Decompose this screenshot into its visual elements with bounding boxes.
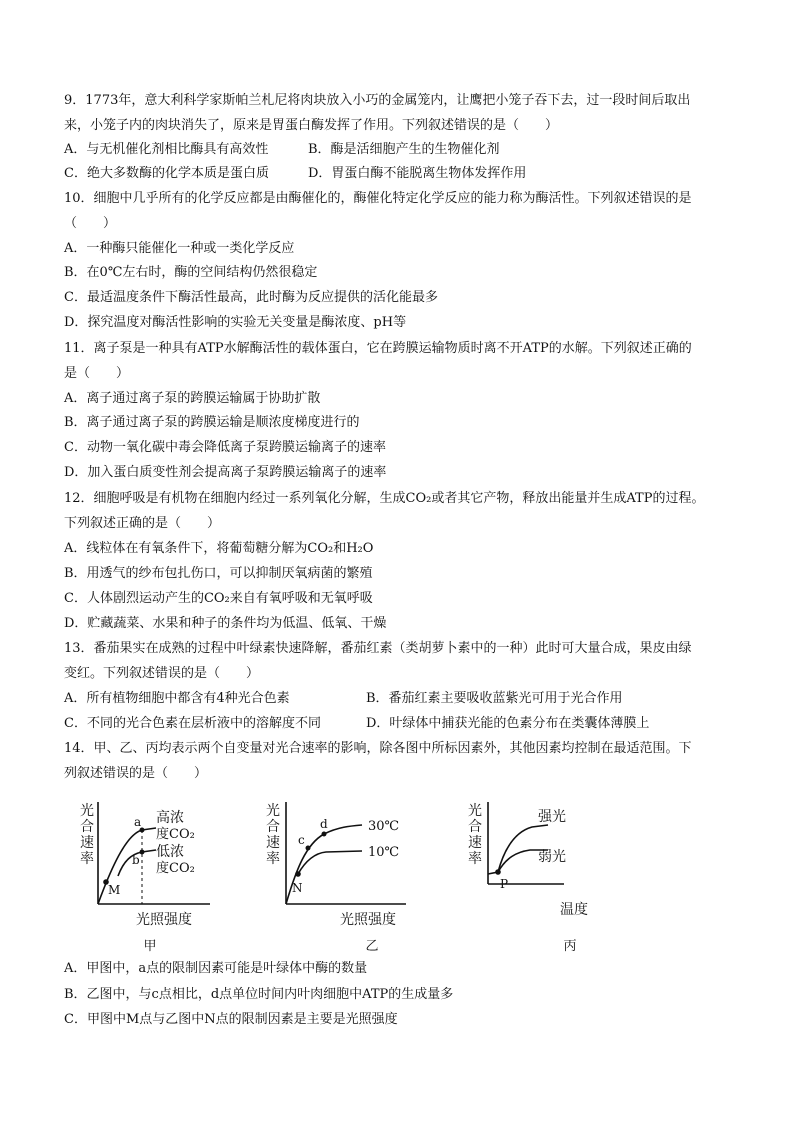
yi-legend-30c: 30℃ <box>368 819 400 834</box>
yi-ylabel-2: 合 <box>266 819 280 835</box>
figure-bing-svg <box>468 800 598 930</box>
bing-legend-weak: 弱光 <box>538 849 566 865</box>
yi-ylabel-4: 率 <box>266 851 280 867</box>
yi-point-c <box>306 846 311 851</box>
jia-legend-low-1: 低浓 <box>156 844 184 860</box>
jia-legend-high-1: 高浓 <box>156 810 184 826</box>
figure-yi-svg <box>266 800 416 930</box>
yi-point-d <box>322 832 327 837</box>
q9-option-d: D．胃蛋白酶不能脱离生物体发挥作用 <box>308 166 527 181</box>
jia-ylabel-2: 合 <box>80 819 94 835</box>
yi-ylabel-3: 速 <box>266 835 280 851</box>
q11-option-c: C．动物一氧化碳中毒会降低离子泵跨膜运输离子的速率 <box>64 440 386 455</box>
jia-label-m: M <box>108 883 121 897</box>
q14-option-a: A．甲图中，a点的限制因素可能是叶绿体中酶的数量 <box>64 961 368 976</box>
q10-option-d: D．探究温度对酶活性影响的实验无关变量是酶浓度、pH等 <box>64 315 407 330</box>
q12-option-a: A．线粒体在有氧条件下，将葡萄糖分解为CO₂和H₂O <box>64 541 374 556</box>
yi-label-c: c <box>298 833 305 847</box>
q9-option-b: B．酶是活细胞产生的生物催化剂 <box>308 142 500 157</box>
q13-option-c: C．不同的光合色素在层析液中的溶解度不同 <box>64 716 321 731</box>
q9-stem-line1: 9．1773年，意大利科学家斯帕兰札尼将肉块放入小巧的金属笼内，让鹰把小笼子吞下去，过一段时间后取出 <box>64 93 691 108</box>
q12-option-c: C．人体剧烈运动产生的CO₂来自有氧呼吸和无氧呼吸 <box>64 591 373 606</box>
yi-point-n <box>295 871 301 877</box>
yi-label-d: d <box>320 817 328 831</box>
yi-ylabel-1: 光 <box>266 803 280 819</box>
q9-stem-line2: 来，小笼子内的肉块消失了，原来是胃蛋白酶发挥了作用。下列叙述错误的是（ ） <box>64 118 559 133</box>
q12-option-d: D．贮藏蔬菜、水果和种子的条件均为低温、低氧、干燥 <box>64 616 387 631</box>
jia-legend-high-2: 度CO₂ <box>156 827 195 842</box>
q14-stem-line2: 列叙述错误的是（ ） <box>64 766 208 781</box>
bing-label-p: P <box>500 877 509 891</box>
q13-stem-line2: 变红。下列叙述错误的是（ ） <box>64 666 260 681</box>
q11-option-a: A．离子通过离子泵的跨膜运输属于协助扩散 <box>64 391 321 406</box>
yi-xlabel: 光照强度 <box>340 912 396 928</box>
q10-option-a: A．一种酶只能催化一种或一类化学反应 <box>64 241 295 256</box>
jia-legend-low-2: 度CO₂ <box>156 861 195 876</box>
yi-legend-10c: 10℃ <box>368 845 400 860</box>
bing-xlabel: 温度 <box>560 902 588 918</box>
q12-stem-line1: 12．细胞呼吸是有机物在细胞内经过一系列氧化分解，生成CO₂或者其它产物，释放出能量并生成ATP的过程。 <box>64 491 705 506</box>
bing-ylabel-3: 速 <box>468 835 482 851</box>
q13-option-b: B．番茄红素主要吸收蓝紫光可用于光合作用 <box>366 691 623 706</box>
jia-xlabel: 光照强度 <box>136 912 192 928</box>
jia-ylabel-1: 光 <box>80 803 94 819</box>
bing-ylabel-1: 光 <box>468 803 482 819</box>
q9-option-a: A．与无机催化剂相比酶具有高效性 <box>64 142 269 157</box>
figure-bing <box>468 800 598 930</box>
bing-ylabel-2: 合 <box>468 819 482 835</box>
bing-legend-strong: 强光 <box>538 809 566 825</box>
q12-stem-line2: 下列叙述正确的是（ ） <box>64 516 221 531</box>
yi-label-n: N <box>292 881 303 895</box>
q10-stem-line1: 10．细胞中几乎所有的化学反应都是由酶催化的，酶催化特定化学反应的能力称为酶活性。下列叙述错误的是 <box>64 191 692 206</box>
figure-yi-caption: 乙 <box>365 939 379 954</box>
yi-curve-10c <box>298 851 362 874</box>
q14-option-b: B．乙图中，与c点相比，d点单位时间内叶肉细胞中ATP的生成量多 <box>64 987 454 1002</box>
jia-point-b <box>140 850 145 855</box>
q11-option-b: B．离子通过离子泵的跨膜运输是顺浓度梯度进行的 <box>64 415 360 430</box>
q14-option-c: C．甲图中M点与乙图中N点的限制因素是主要是光照强度 <box>64 1012 398 1027</box>
q11-stem-line1: 11．离子泵是一种具有ATP水解酶活性的载体蛋白，它在跨膜运输物质时离不开ATP的水解。下列叙述正确的 <box>64 341 692 356</box>
jia-label-a: a <box>134 815 142 829</box>
figure-jia-svg <box>74 800 214 930</box>
q13-option-a: A．所有植物细胞中都含有4种光合色素 <box>64 691 290 706</box>
figure-yi <box>266 800 416 930</box>
q10-option-c: C．最适温度条件下酶活性最高，此时酶为反应提供的活化能最多 <box>64 290 438 305</box>
q10-option-b: B．在0℃左右时，酶的空间结构仍然很稳定 <box>64 265 318 280</box>
jia-label-b: b <box>132 853 140 867</box>
figure-jia <box>74 800 214 930</box>
figure-bing-caption: 丙 <box>563 939 577 954</box>
q11-option-d: D．加入蛋白质变性剂会提高离子泵跨膜运输离子的速率 <box>64 465 387 480</box>
figure-jia-caption: 甲 <box>143 939 157 954</box>
q13-option-d: D．叶绿体中捕获光能的色素分布在类囊体薄膜上 <box>366 716 650 731</box>
bing-ylabel-4: 率 <box>468 851 482 867</box>
jia-ylabel-3: 速 <box>80 835 94 851</box>
jia-curve-high-co2 <box>98 828 156 904</box>
bing-point-p <box>495 869 501 875</box>
q9-option-c: C．绝大多数酶的化学本质是蛋白质 <box>64 166 269 181</box>
q10-stem-line2: （ ） <box>64 216 117 231</box>
q11-stem-line2: 是（ ） <box>64 366 130 381</box>
q12-option-b: B．用透气的纱布包扎伤口，可以抑制厌氧病菌的繁殖 <box>64 566 373 581</box>
q14-stem-line1: 14．甲、乙、丙均表示两个自变量对光合速率的影响，除各图中所标因素外，其他因素均控制在最适范围。下 <box>64 741 692 756</box>
q13-stem-line1: 13．番茄果实在成熟的过程中叶绿素快速降解，番茄红素（类胡萝卜素中的一种）此时可大量合成，果皮由绿 <box>64 641 692 656</box>
jia-ylabel-4: 率 <box>80 851 94 867</box>
